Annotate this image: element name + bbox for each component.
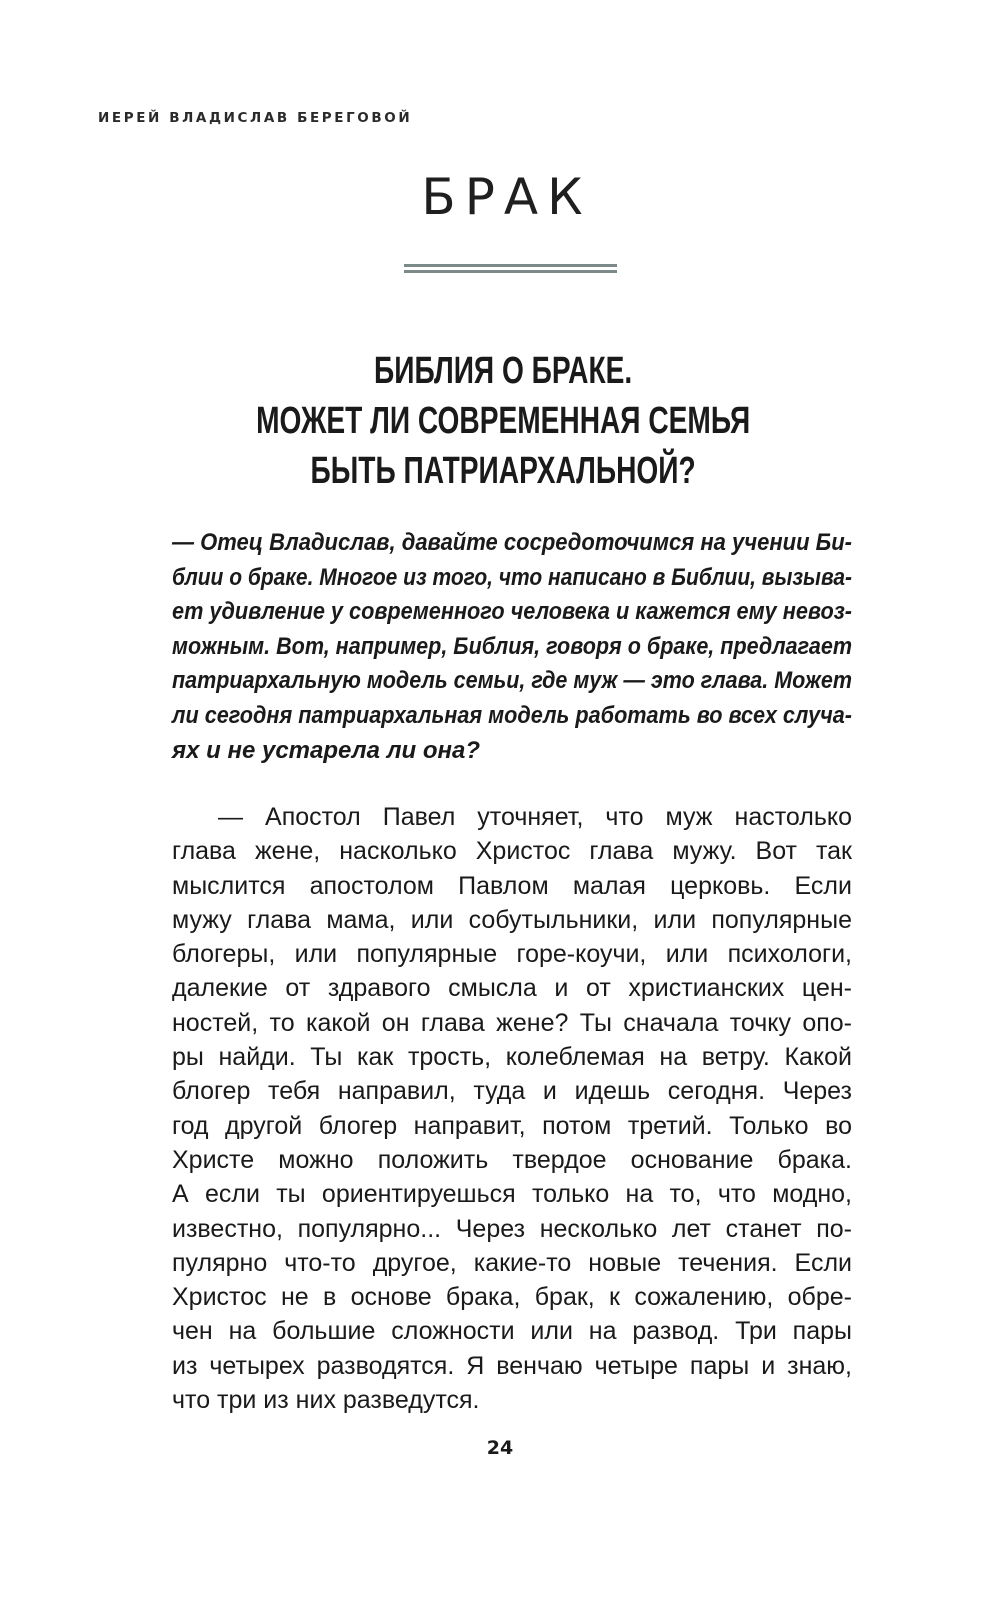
- question-line: ях и не устарела ли она?: [172, 736, 481, 764]
- answer-line: блогер тебя направил, туда и идешь сегодня. Через: [172, 1077, 852, 1106]
- answer-line: глава жене, насколько Христос глава мужу. Вот так: [172, 837, 852, 866]
- answer-line: мыслится апостолом Павлом малая церковь. Если: [172, 871, 852, 900]
- question-line: можным. Вот, например, Библия, говоря о браке, предлагает: [172, 632, 852, 660]
- rule-line-bottom: [404, 270, 617, 273]
- answer-line: мужу глава мама, или собутыльники, или популярные: [172, 905, 852, 934]
- chapter-double-rule: [404, 264, 617, 274]
- answer-line: — Апостол Павел уточняет, что муж настолько: [218, 803, 852, 831]
- answer-line: чен на большие сложности или на развод. Три пары: [172, 1317, 852, 1346]
- section-heading: [133, 346, 873, 496]
- answer-line: что три из них разведутся.: [172, 1386, 480, 1415]
- question-line: патриархальную модель семьи, где муж — это глава. Может: [172, 667, 852, 695]
- page-number: 24: [486, 1437, 514, 1459]
- section-heading-line: БИБЛИЯ О БРАКЕ.: [374, 350, 633, 392]
- section-heading-line: БЫТЬ ПАТРИАРХАЛЬНОЙ?: [310, 450, 696, 492]
- answer-line: А если ты ориентируешься только на то, что модно,: [172, 1180, 852, 1209]
- answer-line: год другой блогер направит, потом третий. Только во: [172, 1111, 852, 1140]
- interview-answer: [172, 800, 852, 1417]
- answer-line: из четырех разводятся. Я венчаю четыре пары и знаю,: [172, 1351, 852, 1380]
- answer-line: Христос не в основе брака, брак, к сожалению, обре-: [172, 1283, 852, 1312]
- section-heading-line: МОЖЕТ ЛИ СОВРЕМЕННАЯ СЕМЬЯ: [256, 400, 751, 442]
- answer-line: известно, популярно... Через несколько лет станет по-: [172, 1214, 852, 1243]
- question-line: ет удивление у современного человека и кажется ему невоз-: [172, 598, 852, 626]
- answer-line: ры найди. Ты как трость, колеблемая на ветру. Какой: [172, 1043, 852, 1072]
- interview-question: [172, 526, 852, 768]
- question-line: блии о браке. Многое из того, что написано в Библии, вызыва-: [172, 563, 852, 591]
- answer-line: далекие от здравого смысла и от христианских цен-: [172, 974, 852, 1003]
- running-head: ИЕРЕЙ ВЛАДИСЛАВ БЕРЕГОВОЙ: [98, 110, 413, 126]
- rule-line-top: [404, 264, 617, 267]
- answer-line: блогеры, или популярные горе-коучи, или психологи,: [172, 940, 852, 969]
- answer-line: ностей, то какой он глава жене? Ты сначала точку опо-: [172, 1008, 852, 1037]
- question-line: ли сегодня патриархальная модель работать во всех случа-: [172, 701, 852, 729]
- answer-line: пулярно что-то другое, какие-то новые течения. Если: [172, 1248, 852, 1277]
- answer-line: Христе можно положить твердое основание брака.: [172, 1145, 852, 1174]
- chapter-title: БРАК: [421, 168, 592, 226]
- question-line: — Отец Владислав, давайте сосредоточимся на учении Би-: [172, 529, 852, 556]
